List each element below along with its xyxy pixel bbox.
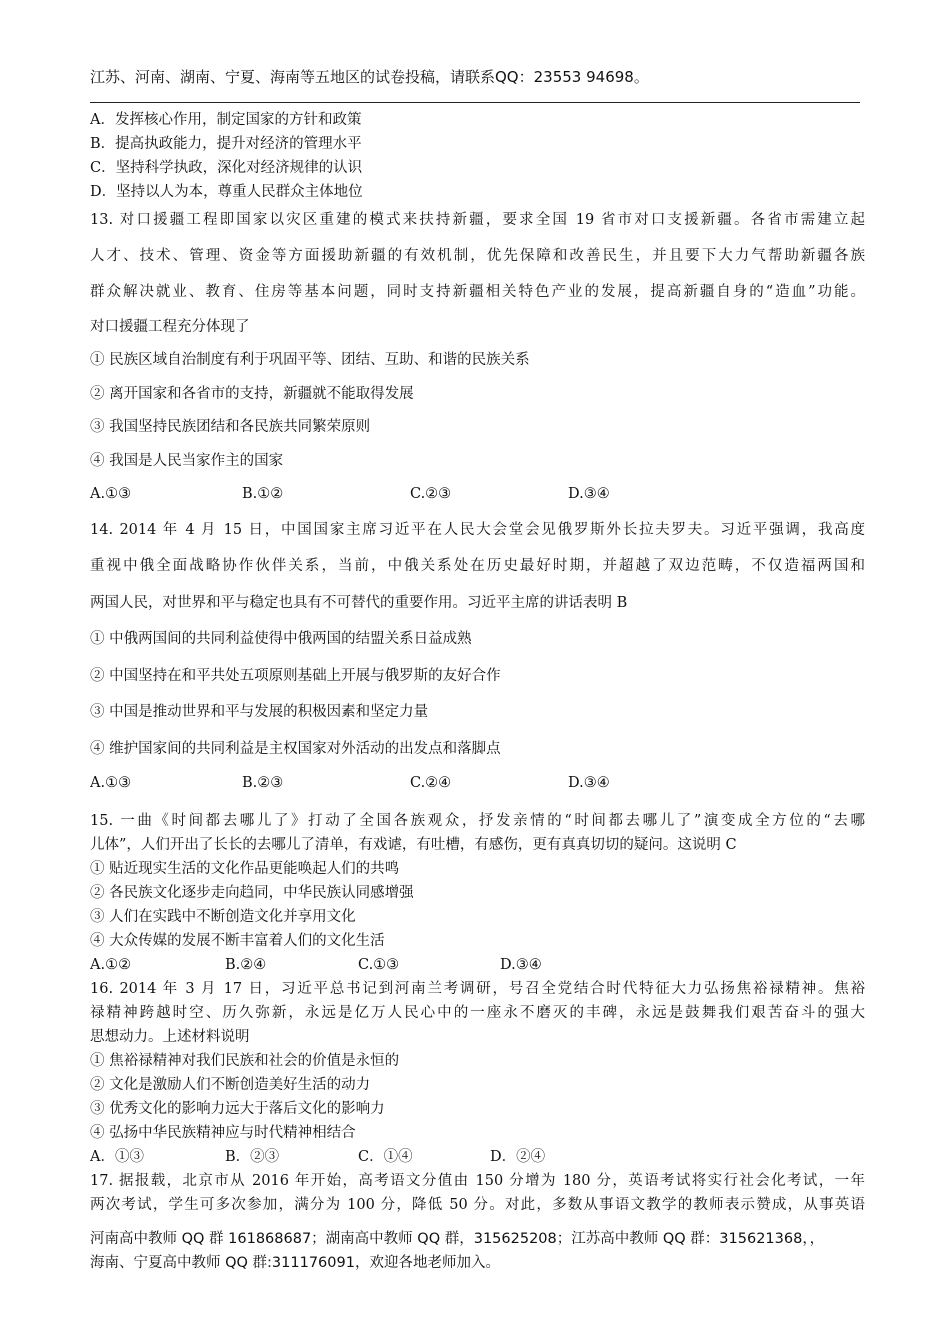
question-14 [90,512,865,801]
q12-options [90,108,865,204]
q15-choice-b: B.②④ [225,956,267,973]
page-footer [90,1227,865,1275]
q14-choice-d: D.③④ [568,775,610,791]
q13-stem-line: 对口援疆工程充分体现了 [90,318,250,335]
page-header: 江苏、河南、湖南、宁夏、海南等五地区的试卷投稿，请联系QQ：23553 94698。 [90,68,649,86]
q13-choices [90,478,865,512]
q17-stem-line: 17. 据报载，北京市从 2016 年开始，高考语文分值由 150 分增为 180 分，英语考试将实行社会化考试，一年 [90,1172,865,1189]
q15-choice-c: C.①③ [358,956,400,973]
question-15 [90,809,865,977]
question-17 [90,1169,865,1217]
q15-choice-d: D.③④ [500,956,542,973]
q13-choice-b: B.①② [242,486,284,502]
q15-stem-line: 15. 一曲《时间都去哪儿了》打动了全国各族观众，抒发亲情的“时间都去哪儿了”演变成全方位的“去哪 [90,812,865,829]
q14-item: ① 中俄两国间的共同利益使得中俄两国的结盟关系日益成熟 [90,631,472,647]
q15-item: ④ 大众传媒的发展不断丰富着人们的文化生活 [90,932,385,949]
q13-choice-d: D.③④ [568,486,610,502]
q16-choice-b: B．②③ [225,1148,280,1165]
q14-choices [90,767,865,801]
q13-stem-line: 13. 对口援疆工程即国家以灾区重建的模式来扶持新疆，要求全国 19 省市对口支援新疆。各省市需建立起 [90,212,865,228]
q14-stem-line: 重视中俄全面战略协作伙伴关系，当前，中俄关系处在历史最好时期，并超越了双边范畴，不仅造福两国和 [90,558,865,574]
q15-choice-a: A.①② [90,956,132,973]
q12-option-a: A．发挥核心作用，制定国家的方针和政策 [90,112,362,128]
q15-item: ② 各民族文化逐步走向趋同，中华民族认同感增强 [90,884,414,901]
q14-item: ② 中国坚持在和平共处五项原则基础上开展与俄罗斯的友好合作 [90,667,501,684]
q16-item: ② 文化是激励人们不断创造美好生活的动力 [90,1076,371,1093]
q15-item: ① 贴近现实生活的文化作品更能唤起人们的共鸣 [90,860,400,877]
q16-item: ③ 优秀文化的影响力远大于落后文化的影响力 [90,1100,385,1117]
q12-option-b: B．提高执政能力，提升对经济的管理水平 [90,136,362,152]
q14-choice-b: B.②③ [242,775,284,791]
question-13 [90,204,865,512]
footer-line: 河南高中教师 QQ 群 161868687；湖南高中教师 QQ 群，315625208；江苏高中教师 QQ 群：315621368，， [90,1231,825,1247]
q13-item: ② 离开国家和各省市的支持，新疆就不能取得发展 [90,385,414,402]
q13-item: ① 民族区域自治制度有利于巩固平等、团结、互助、和谐的民族关系 [90,352,530,368]
q17-stem-line: 两次考试，学生可多次参加，满分为 100 分，降低 50 分。对此，多数从事语文教学的教师表示赞成，从事英语 [90,1196,865,1213]
q16-choice-c: C．①④ [358,1148,413,1165]
q14-item: ③ 中国是推动世界和平与发展的积极因素和坚定力量 [90,704,429,720]
q16-choice-a: A．①③ [90,1148,144,1165]
q12-option-d: D．坚持以人为本，尊重人民群众主体地位 [90,184,363,200]
q15-choices [90,953,865,977]
q13-choice-a: A.①③ [90,486,132,502]
q13-item: ③ 我国坚持民族团结和各民族共同繁荣原则 [90,419,371,435]
question-16 [90,977,865,1169]
q15-item: ③ 人们在实践中不断创造文化并享用文化 [90,908,356,925]
q14-item: ④ 维护国家间的共同利益是主权国家对外活动的出发点和落脚点 [90,740,501,757]
q16-choice-d: D．②④ [490,1148,546,1165]
q13-stem-line: 群众解决就业、教育、住房等基本问题，同时支持新疆相关特色产业的发展，提高新疆自身的“造血”功能。 [90,284,865,300]
q16-stem-line: 16. 2014 年 3 月 17 日，习近平总书记到河南兰考调研，号召全党结合时代特征大力弘扬焦裕禄精神。焦裕 [90,980,865,997]
footer-line: 海南、宁夏高中教师 QQ 群:311176091，欢迎各地老师加入。 [90,1255,500,1271]
header-rule [90,102,860,103]
q15-stem-line: 儿体”，人们开出了长长的去哪儿了清单，有戏谑，有吐槽，有感伤，更有真真切切的疑问。这说明 C [90,836,737,853]
q14-stem-line: 两国人民，对世界和平与稳定也具有不可替代的重要作用。习近平主席的讲话表明 B [90,594,628,611]
q13-item: ④ 我国是人民当家作主的国家 [90,452,284,469]
q14-choice-a: A.①③ [90,775,132,791]
q13-choice-c: C.②③ [410,486,452,502]
exam-content [90,108,865,1217]
q16-stem-line: 思想动力。上述材料说明 [90,1028,250,1045]
q16-stem-line: 禄精神跨越时空、历久弥新，永远是亿万人民心中的一座永不磨灭的丰碑，永远是鼓舞我们艰苦奋斗的强大 [90,1004,865,1021]
q14-stem-line: 14. 2014 年 4 月 15 日，中国国家主席习近平在人民大会堂会见俄罗斯外长拉夫罗夫。习近平强调，我高度 [90,521,865,538]
q16-item: ① 焦裕禄精神对我们民族和社会的价值是永恒的 [90,1052,400,1069]
q14-choice-c: C.②④ [410,775,452,791]
q12-option-c: C．坚持科学执政，深化对经济规律的认识 [90,160,363,176]
q16-item: ④ 弘扬中华民族精神应与时代精神相结合 [90,1124,356,1141]
q13-stem-line: 人才、技术、管理、资金等方面援助新疆的有效机制，优先保障和改善民生，并且要下大力气帮助新疆各族 [90,247,865,264]
q16-choices [90,1145,865,1169]
